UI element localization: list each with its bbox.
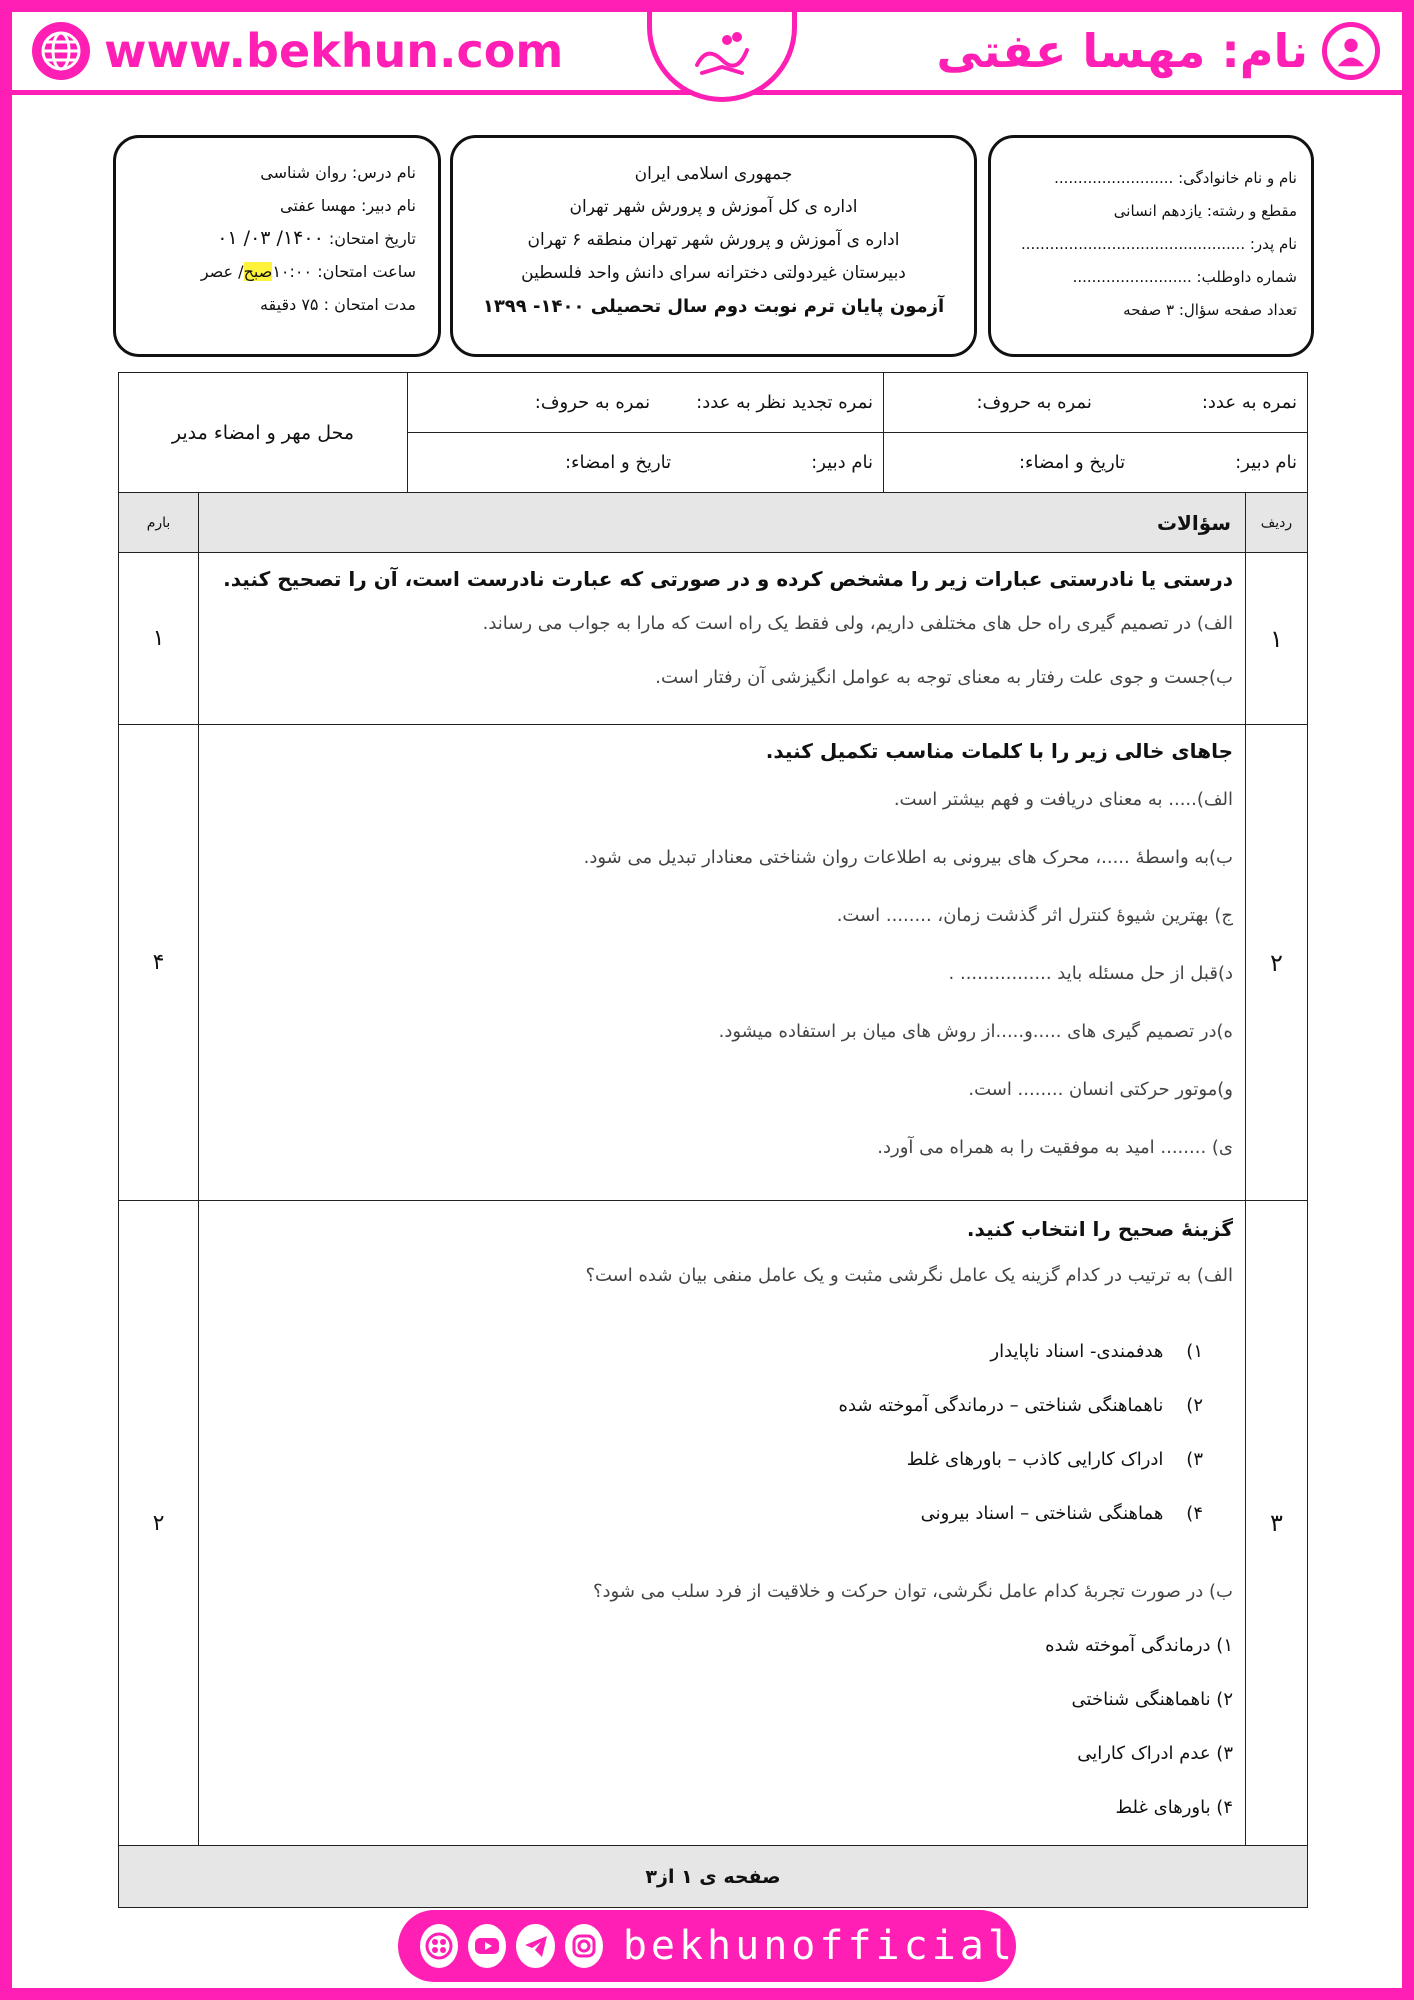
- candidate-number-field: شماره داوطلب: .........................: [1072, 268, 1297, 286]
- question-item: ی) ........ امید به موفقیت را به همراه می آورد.: [877, 1137, 1233, 1158]
- school-info-box: [450, 135, 977, 357]
- teacher-name: نام دبیر: مهسا عفتی: [279, 196, 416, 215]
- page-number: صفحه ی ۱ از۳: [119, 1846, 1308, 1908]
- instagram-icon[interactable]: [565, 1924, 603, 1968]
- question-number: ۱: [1246, 553, 1308, 725]
- question-item: ه)در تصمیم گیری های .....و.....از روش های میان بر استفاده میشود.: [718, 1021, 1233, 1042]
- question-item: ب)جست و جوی علت رفتار به معنای توجه به عوامل انگیزشی آن رفتار است.: [655, 667, 1233, 688]
- revision-score-cell: نمره تجدید نظر به عدد:نمره به حروف:: [408, 373, 884, 433]
- question-row: [119, 725, 1308, 1201]
- questions-table: [118, 492, 1308, 1908]
- top-banner: [12, 12, 1402, 95]
- subject-name: نام درس: روان شناسی: [260, 163, 416, 182]
- social-handle: bekhunofficial: [622, 1923, 1016, 1969]
- question-row: [119, 1201, 1308, 1846]
- option-a: ۲) ناهماهنگی شناختی – درماندگی آموخته شده: [838, 1395, 1203, 1416]
- question-item: الف) در تصمیم گیری راه حل های مختلفی داریم، ولی فقط یک راه است که مارا به جواب می رساند.: [482, 613, 1233, 634]
- bekhun-logo: [647, 12, 797, 102]
- student-info-box: [988, 135, 1314, 357]
- question-score: ۲: [119, 1201, 199, 1846]
- globe-icon: [32, 22, 90, 80]
- school-title: دبیرستان غیردولتی دخترانه سرای دانش واحد فلسطین: [521, 263, 906, 283]
- principal-stamp-cell: محل مهر و امضاء مدیر: [119, 373, 408, 493]
- department-title: اداره ی کل آموزش و پرورش شهر تهران: [569, 197, 858, 217]
- question-body: [199, 1201, 1246, 1846]
- country-title: جمهوری اسلامی ایران: [634, 164, 793, 184]
- question-part-b: ب) در صورت تجربۀ کدام عامل نگرشی، توان حرکت و خلاقیت از فرد سلب می شود؟: [592, 1581, 1233, 1602]
- student-fullname-field: نام و نام خانوادگی: .........................: [1054, 169, 1297, 187]
- question-item: و)موتور حرکتی انسان ........ است.: [968, 1079, 1233, 1100]
- question-title: گزینۀ صحیح را انتخاب کنید.: [966, 1217, 1233, 1241]
- question-number: ۳: [1246, 1201, 1308, 1846]
- user-icon: [1322, 22, 1380, 80]
- teacher-sign-cell: نام دبیر:تاریخ و امضاء:: [884, 433, 1308, 493]
- revision-teacher-sign-cell: نام دبیر:تاریخ و امضاء:: [408, 433, 884, 493]
- exam-info-box: [113, 135, 441, 357]
- question-title: جاهای خالی زیر را با کلمات مناسب تکمیل کنید.: [765, 739, 1233, 763]
- question-item: ج) بهترین شیوۀ کنترل اثر گذشت زمان، ........ است.: [836, 905, 1233, 926]
- question-number: ۲: [1246, 725, 1308, 1201]
- question-body: [199, 725, 1246, 1201]
- question-item: ب)به واسطۀ .....، محرک های بیرونی به اطلاعات روان شناختی معنادار تبدیل می شود.: [583, 847, 1233, 868]
- social-footer: [398, 1910, 1016, 1982]
- page-count: تعداد صفحه سؤال: ۳ صفحه: [1123, 301, 1297, 319]
- question-body: [199, 553, 1246, 725]
- row-header: ردیف: [1246, 493, 1308, 553]
- website-link[interactable]: [32, 22, 563, 80]
- score-header: بارم: [119, 493, 199, 553]
- exam-date: تاریخ امتحان: ۱۴۰۰/ ۰۳/ ۰۱: [217, 227, 416, 249]
- question-part-a: الف) به ترتیب در کدام گزینه یک عامل نگرشی مثبت و یک عامل منفی بیان شده است؟: [585, 1265, 1233, 1286]
- aparat-icon[interactable]: [420, 1924, 458, 1968]
- option-a: ۴) هماهنگی شناختی – اسناد بیرونی: [920, 1503, 1203, 1524]
- grades-table: [118, 372, 1308, 493]
- option-b: ۳) عدم ادراک کارایی: [1077, 1743, 1233, 1764]
- district-title: اداره ی آموزش و پرورش شهر تهران منطقه ۶ تهران: [527, 230, 900, 250]
- telegram-icon[interactable]: [516, 1924, 554, 1968]
- exam-title: آزمون پایان ترم نوبت دوم سال تحصیلی ۱۴۰۰- ۱۳۹۹: [482, 296, 945, 317]
- grade-field: مقطع و رشته: یازدهم انسانی: [1113, 202, 1297, 220]
- exam-time: ساعت امتحان: ۱۰:۰۰صبح/ عصر: [200, 262, 416, 281]
- student-name: نام: مهسا عفتی: [936, 24, 1308, 78]
- option-b: ۴) باورهای غلط: [1115, 1797, 1233, 1818]
- option-b: ۲) ناهماهنگی شناختی: [1071, 1689, 1233, 1710]
- student-name-banner: [937, 22, 1380, 80]
- option-a: ۳) ادراک کارایی کاذب – باورهای غلط: [906, 1449, 1203, 1470]
- score-number-cell: نمره به عدد:نمره به حروف:: [884, 373, 1308, 433]
- exam-duration: مدت امتحان : ۷۵ دقیقه: [259, 295, 416, 314]
- youtube-icon[interactable]: [468, 1924, 506, 1968]
- question-title: درستی یا نادرستی عبارات زیر را مشخص کرده و در صورتی که عبارت نادرست است، آن را تصحیح کنید.: [223, 567, 1233, 591]
- question-item: الف)..... به معنای دریافت و فهم بیشتر است.: [893, 789, 1233, 810]
- question-item: د)قبل از حل مسئله باید ................ .: [948, 963, 1233, 984]
- questions-header: سؤالات: [199, 493, 1246, 553]
- website-text: www.bekhun.com: [104, 24, 564, 78]
- option-b: ۱) درماندگی آموخته شده: [1045, 1635, 1233, 1656]
- father-name-field: نام پدر: ...............................................: [1020, 235, 1297, 253]
- question-score: ۱: [119, 553, 199, 725]
- option-a: ۱) هدفمندی- اسناد ناپایدار: [990, 1341, 1203, 1362]
- question-row: [119, 553, 1308, 725]
- question-score: ۴: [119, 725, 199, 1201]
